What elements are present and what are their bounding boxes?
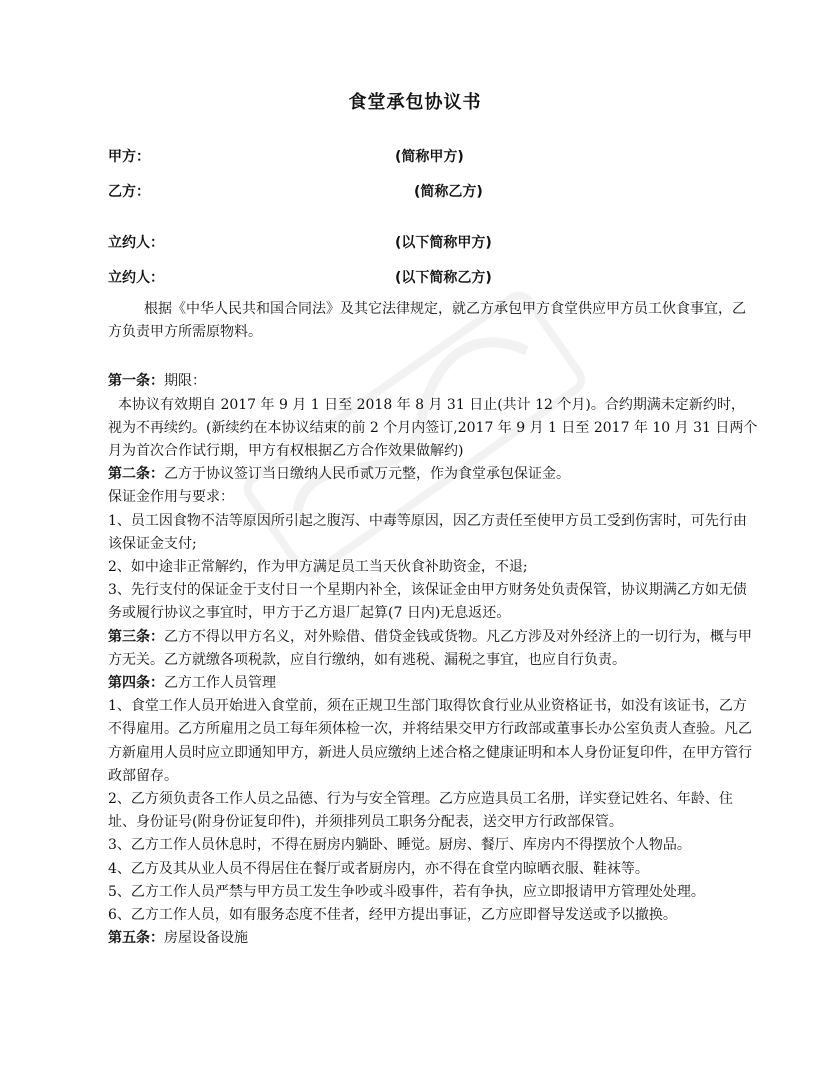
article-4-item-4: 4、乙方及其从业人员不得居住在餐厅或者厨房内，亦不得在食堂内晾晒衣服、鞋袜等。 bbox=[108, 860, 649, 877]
article-2-item-2: 2、如中途非正常解约，作为甲方满足员工当天伙食补助资金，不退; bbox=[108, 559, 528, 576]
article-2-title: 乙方于协议签订当日缴纳人民币贰万元整，作为食堂承包保证金。 bbox=[164, 466, 570, 483]
article-1-text: 本协议有效期自 2017 年 9 月 1 日至 2018 年 8 月 31 日止(共计 12 个月)。合约期满未定新约时，视为不再续约。(新续约在本协议结束的前 2 个月内签订,2017 年 9 月 1 日至 2017 年 10 月 31 日两个月为首次合作试行期，甲方有权根据乙方合作效果做解约) bbox=[108, 396, 758, 460]
section-spacer bbox=[108, 344, 758, 370]
article-2-heading: 第二条： bbox=[108, 466, 164, 483]
article-2-item-3: 3、先行支付的保证金于支付日一个星期内补全，该保证金由甲方财务处负责保管，协议期满乙方如无债务或履行协议之事宜时，甲方于乙方退厂起算(7 日内)无息返还。 bbox=[108, 582, 747, 622]
party-label-d: 立约人： bbox=[108, 270, 164, 286]
party-label-b: 乙方： bbox=[108, 184, 150, 200]
article-5-title: 房屋设备设施 bbox=[164, 930, 248, 947]
document-title: 食堂承包协议书 bbox=[348, 92, 482, 113]
party-label-a: 甲方： bbox=[108, 149, 150, 165]
article-3-text: 乙方不得以甲方名义，对外赊借、借贷金钱或货物。凡乙方涉及对外经济上的一切行为，概与甲方无关。乙方就缴各项税款，应自行缴纳，如有逃税、漏税之事宜，也应自行负责。 bbox=[108, 628, 752, 668]
article-1-title: 期限： bbox=[164, 373, 206, 390]
article-3-paragraph bbox=[108, 626, 758, 672]
article-2-header bbox=[108, 463, 758, 486]
article-4-header bbox=[108, 672, 758, 695]
article-2-subtitle: 保证金作用与要求： bbox=[108, 489, 234, 506]
party-note-d: (以下简称乙方) bbox=[395, 270, 492, 286]
article-4-item-6: 6、乙方工作人员，如有服务态度不佳者，经甲方提出事证，乙方应即督导发送或予以撤换。 bbox=[108, 907, 677, 924]
article-2-item-1: 1、员工因食物不洁等原因所引起之腹泻、中毒等原因，因乙方责任至使甲方员工受到伤害时，可先行由该保证金支付; bbox=[108, 512, 747, 552]
article-3-heading: 第三条： bbox=[108, 628, 164, 645]
article-5-header bbox=[108, 927, 758, 950]
article-4-heading: 第四条： bbox=[108, 675, 164, 692]
article-1-header bbox=[108, 370, 758, 393]
article-4-item-2: 2、乙方须负责各工作人员之品德、行为与安全管理。乙方应造具员工名册，详实登记姓名、年龄、住址、身份证号(附身份证复印件)，并须排列员工职务分配表，送交甲方行政部保管。 bbox=[108, 791, 733, 831]
party-note-b: (简称乙方) bbox=[414, 184, 483, 200]
party-note-c: (以下简称甲方) bbox=[395, 235, 492, 251]
party-note-a: (简称甲方) bbox=[395, 149, 464, 165]
article-1-heading: 第一条： bbox=[108, 373, 164, 390]
article-5-heading: 第五条： bbox=[108, 930, 164, 947]
article-4-item-5: 5、乙方工作人员严禁与甲方员工发生争吵或斗殴事件，若有争执，应立即报请甲方管理处处理。 bbox=[108, 883, 705, 900]
article-4-title: 乙方工作人员管理 bbox=[164, 675, 276, 692]
document-body bbox=[108, 298, 758, 950]
intro-paragraph: 根据《中华人民共和国合同法》及其它法律规定，就乙方承包甲方食堂供应甲方员工伙食事宜，乙方负责甲方所需原物料。 bbox=[108, 301, 746, 341]
article-4-item-3: 3、乙方工作人员休息时，不得在厨房内躺卧、睡觉。厨房、餐厅、库房内不得摆放个人物品。 bbox=[108, 837, 691, 854]
party-label-c: 立约人： bbox=[108, 235, 164, 251]
article-4-item-1: 1、食堂工作人员开始进入食堂前，须在正规卫生部门取得饮食行业从业资格证书，如没有该证书，乙方不得雇用。乙方所雇用之员工每年须体检一次，并将结果交甲方行政部或董事长办公室负责人查验。凡乙方新雇用人员时应立即通知甲方，新进人员应缴纳上述合格之健康证明和本人身份证复印件，在甲方管行政部留存。 bbox=[108, 698, 752, 784]
